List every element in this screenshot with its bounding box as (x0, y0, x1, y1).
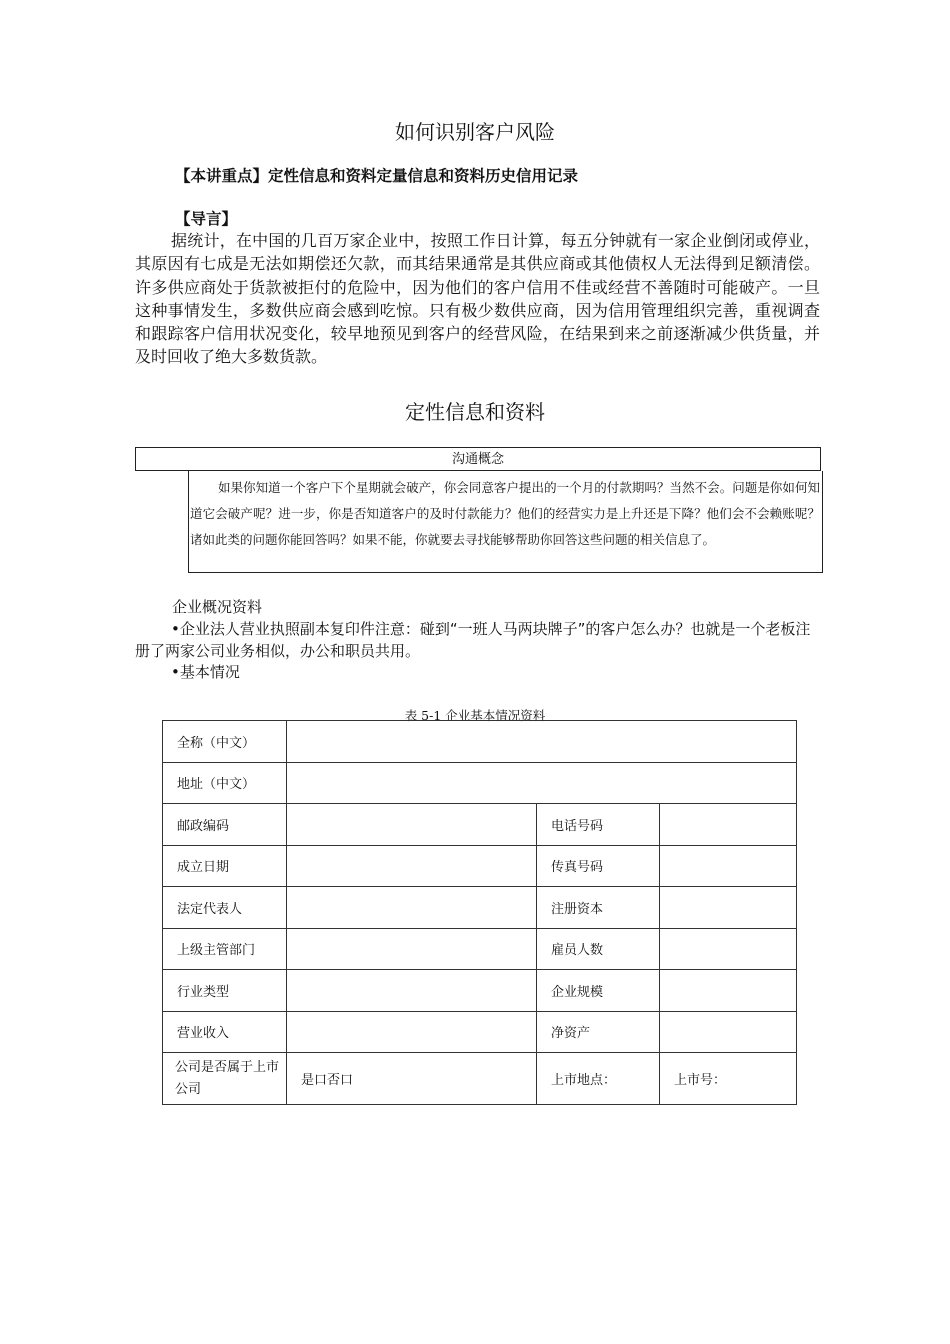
table-row (163, 887, 797, 929)
input-cell[interactable] (660, 970, 797, 1012)
input-cell[interactable] (287, 928, 537, 970)
company-info-table (162, 720, 797, 1105)
table-caption: 表 5-1 企业基本情况资料 (404, 708, 546, 723)
table-row (163, 1053, 797, 1105)
row-label: 法定代表人 (163, 887, 287, 929)
table-row (163, 928, 797, 970)
input-cell[interactable] (287, 845, 537, 887)
sub-heading: 企业概况资料 (172, 598, 263, 616)
input-cell[interactable] (660, 1011, 797, 1053)
row-label: 净资产 (537, 1011, 660, 1053)
bullet-basic-info: •基本情况 (171, 663, 240, 681)
table-row (163, 762, 797, 804)
row-label: 成立日期 (163, 845, 287, 887)
input-cell[interactable] (287, 887, 537, 929)
lecture-focus: 【本讲重点】定性信息和资料定量信息和资料历史信用记录 (175, 167, 579, 185)
input-cell[interactable] (287, 762, 797, 804)
input-cell[interactable] (287, 1011, 537, 1053)
table-row (163, 1011, 797, 1053)
row-label: 营业收入 (163, 1011, 287, 1053)
input-cell[interactable] (660, 887, 797, 929)
input-cell[interactable] (287, 970, 537, 1012)
row-label: 电话号码 (537, 804, 660, 846)
table-row (163, 721, 797, 763)
intro-paragraph: 据统计，在中国的几百万家企业中，按照工作日计算，每五分钟就有一家企业倒闭或停业，其原因有七成是无法如期偿还欠款，而其结果通常是其供应商或其他债权人无法得到足额清偿。许多供应商处于货款被拒付的危险中，因为他们的客户信用不佳或经营不善随时可能破产。一旦这种事情发生，多数供应商会感到吃惊。只有极少数供应商，因为信用管理组织完善，重视调查和跟踪客户信用状况变化，较早地预见到客户的经营风险，在结果到来之前逐渐减少供货量，并及时回收了绝大多数货款。 (135, 231, 820, 367)
row-label: 全称（中文） (163, 721, 287, 763)
row-label: 地址（中文） (163, 762, 287, 804)
page-title: 如何识别客户风险 (395, 120, 555, 144)
input-cell[interactable] (287, 804, 537, 846)
bullet-business-license: •企业法人营业执照副本复印件注意：碰到“一班人马两块牌子”的客户怎么办？也就是一个老板注册了两家公司业务相似，办公和职员共用。 (135, 620, 811, 660)
row-label: 上级主管部门 (163, 928, 287, 970)
table-row (163, 804, 797, 846)
input-cell[interactable] (660, 928, 797, 970)
concept-box-text: 如果你知道一个客户下个星期就会破产，你会同意客户提出的一个月的付款期吗？当然不会。问题是你如何知道它会破产呢？进一步，你是否知道客户的及时付款能力？他们的经营实力是上升还是下降？他们会不会赖账呢？诸如此类的问题你能回答吗？如果不能，你就要去寻找能够帮助你回答这些问题的相关信息了。 (188, 471, 823, 573)
row-label: 公司是否属于上市公司 (163, 1053, 287, 1105)
row-label: 企业规模 (537, 970, 660, 1012)
intro-heading: 【导言】 (175, 210, 238, 228)
section-title: 定性信息和资料 (405, 400, 545, 424)
concept-box-heading: 沟通概念 (135, 447, 821, 471)
row-label: 传真号码 (537, 845, 660, 887)
input-cell[interactable] (660, 845, 797, 887)
row-label: 上市地点： (537, 1053, 660, 1105)
row-label: 雇员人数 (537, 928, 660, 970)
input-cell[interactable] (287, 721, 797, 763)
row-label: 上市号： (660, 1053, 797, 1105)
table-row (163, 970, 797, 1012)
row-label: 注册资本 (537, 887, 660, 929)
row-label: 邮政编码 (163, 804, 287, 846)
table-row (163, 845, 797, 887)
listed-choice[interactable]: 是口否口 (287, 1053, 537, 1105)
row-label: 行业类型 (163, 970, 287, 1012)
input-cell[interactable] (660, 804, 797, 846)
